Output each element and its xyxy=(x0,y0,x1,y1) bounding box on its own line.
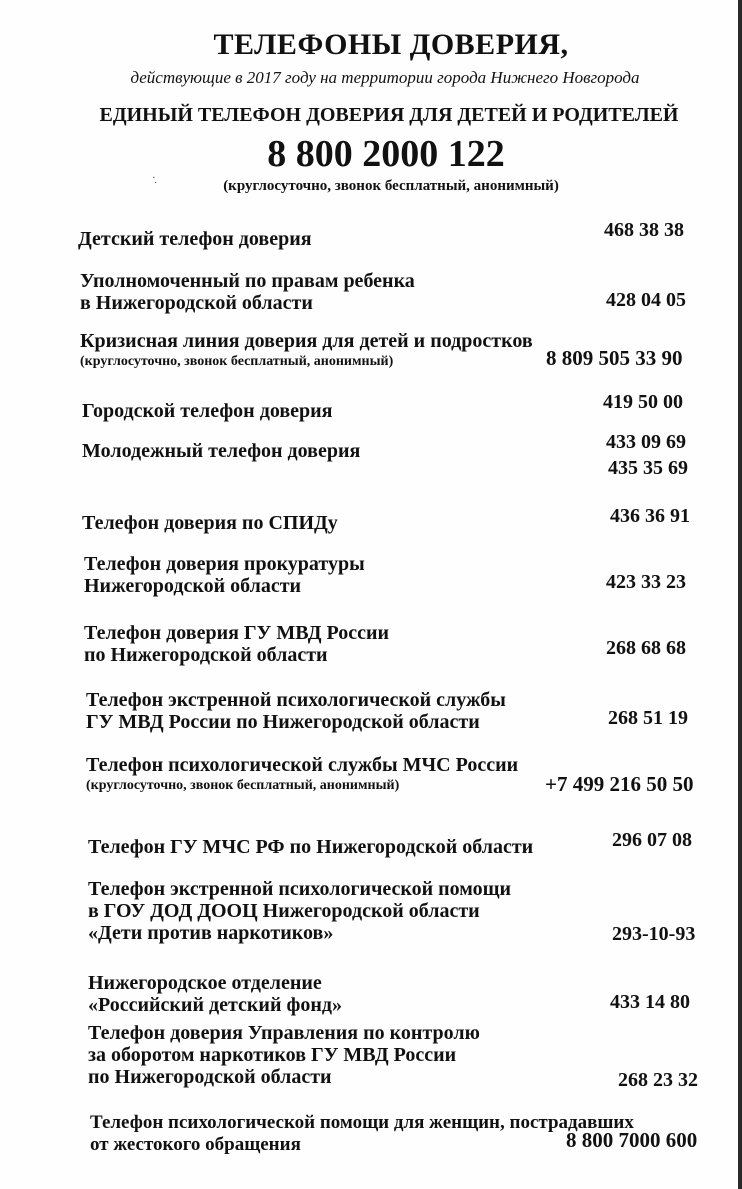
entry-name: в Нижегородской области xyxy=(80,292,313,314)
entry-name: Телефон доверия ГУ МВД России xyxy=(84,622,390,644)
entry-name: за оборотом наркотиков ГУ МВД России xyxy=(88,1044,457,1066)
entry-phone: 268 23 32 xyxy=(618,1069,698,1091)
entry-name: по Нижегородской области xyxy=(84,644,328,666)
entry-phone: +7 499 216 50 50 xyxy=(545,772,694,796)
directory-entry xyxy=(86,689,506,733)
entry-note: (круглосуточно, звонок бесплатный, анонимный) xyxy=(86,778,400,793)
entry-phone: 419 50 00 xyxy=(603,391,683,413)
entry-phone: 428 04 05 xyxy=(606,289,686,311)
entry-name: Нижегородской области xyxy=(84,575,302,597)
entry-name: Городской телефон доверия xyxy=(82,400,333,422)
entry-phone: 268 51 19 xyxy=(608,707,688,729)
entry-name: Детский телефон доверия xyxy=(78,228,312,250)
directory-entry xyxy=(88,878,511,944)
entry-phone: 293-10-93 xyxy=(612,923,696,945)
directory-entry xyxy=(84,622,389,666)
entry-name: «Дети против наркотиков» xyxy=(88,922,334,944)
entry-phone: 296 07 08 xyxy=(612,829,692,851)
directory-entry xyxy=(82,512,338,534)
entry-name: Молодежный телефон доверия xyxy=(82,440,361,462)
entry-name: в ГОУ ДОД ДООЦ Нижегородской области xyxy=(88,900,480,922)
entry-name: по Нижегородской области xyxy=(88,1066,332,1088)
entry-name: Телефон психологической службы МЧС России xyxy=(86,754,519,776)
entry-name: Телефон доверия Управления по контролю xyxy=(88,1022,480,1044)
entry-phone: 433 09 69 xyxy=(606,431,686,453)
entry-phone: 8 800 7000 600 xyxy=(566,1128,698,1152)
entry-name: Кризисная линия доверия для детей и подростков xyxy=(80,330,533,352)
entry-name: Телефон ГУ МЧС РФ по Нижегородской области xyxy=(88,836,534,858)
scan-speck: ·̣ xyxy=(152,172,156,184)
page-title: ТЕЛЕФОНЫ ДОВЕРИЯ, xyxy=(213,28,569,61)
directory-entry xyxy=(82,400,332,422)
entry-name: Телефон экстренной психологической помощи xyxy=(88,878,512,900)
entry-name: Нижегородское отделение xyxy=(88,972,322,994)
entry-phone: 433 14 80 xyxy=(610,991,690,1013)
directory-entry xyxy=(82,440,360,462)
entry-name: Телефон доверия по СПИДу xyxy=(82,512,338,534)
entry-name: Уполномоченный по правам ребенка xyxy=(80,270,415,292)
entry-note: (круглосуточно, звонок бесплатный, анонимный) xyxy=(80,354,394,369)
directory-entry xyxy=(84,553,365,597)
entry-name: Телефон психологической помощи для женщин, пострадавших xyxy=(90,1112,634,1133)
entry-phone: 423 33 23 xyxy=(606,571,686,593)
directory-entry xyxy=(80,270,415,314)
directory-entry xyxy=(88,836,533,858)
directory-entry xyxy=(90,1112,634,1156)
entry-phone: 8 809 505 33 90 xyxy=(546,346,683,370)
entry-name: Телефон экстренной психологической службы xyxy=(86,689,506,711)
entry-phone: 435 35 69 xyxy=(608,457,688,479)
directory-entry xyxy=(80,330,533,372)
entry-name: от жестокого обращения xyxy=(90,1134,301,1155)
hotline-note: (круглосуточно, звонок бесплатный, анонимный) xyxy=(223,178,559,194)
entry-name: ГУ МВД России по Нижегородской области xyxy=(86,711,480,733)
directory-entry xyxy=(78,228,312,250)
entry-name: Телефон доверия прокуратуры xyxy=(84,553,365,575)
directory-entry xyxy=(88,972,342,1016)
page-subtitle: действующие в 2017 году на территории города Нижнего Новгорода xyxy=(130,68,640,87)
entry-phone: 468 38 38 xyxy=(604,219,684,241)
hotline-number: 8 800 2000 122 xyxy=(267,133,505,175)
hotline-label: ЕДИНЫЙ ТЕЛЕФОН ДОВЕРИЯ ДЛЯ ДЕТЕЙ И РОДИТЕЛЕЙ xyxy=(99,104,679,126)
directory-entry xyxy=(88,1022,480,1088)
directory-entry xyxy=(86,754,518,796)
entry-phone: 268 68 68 xyxy=(606,637,686,659)
entry-name: «Российский детский фонд» xyxy=(88,994,342,1016)
entry-phone: 436 36 91 xyxy=(610,505,690,527)
